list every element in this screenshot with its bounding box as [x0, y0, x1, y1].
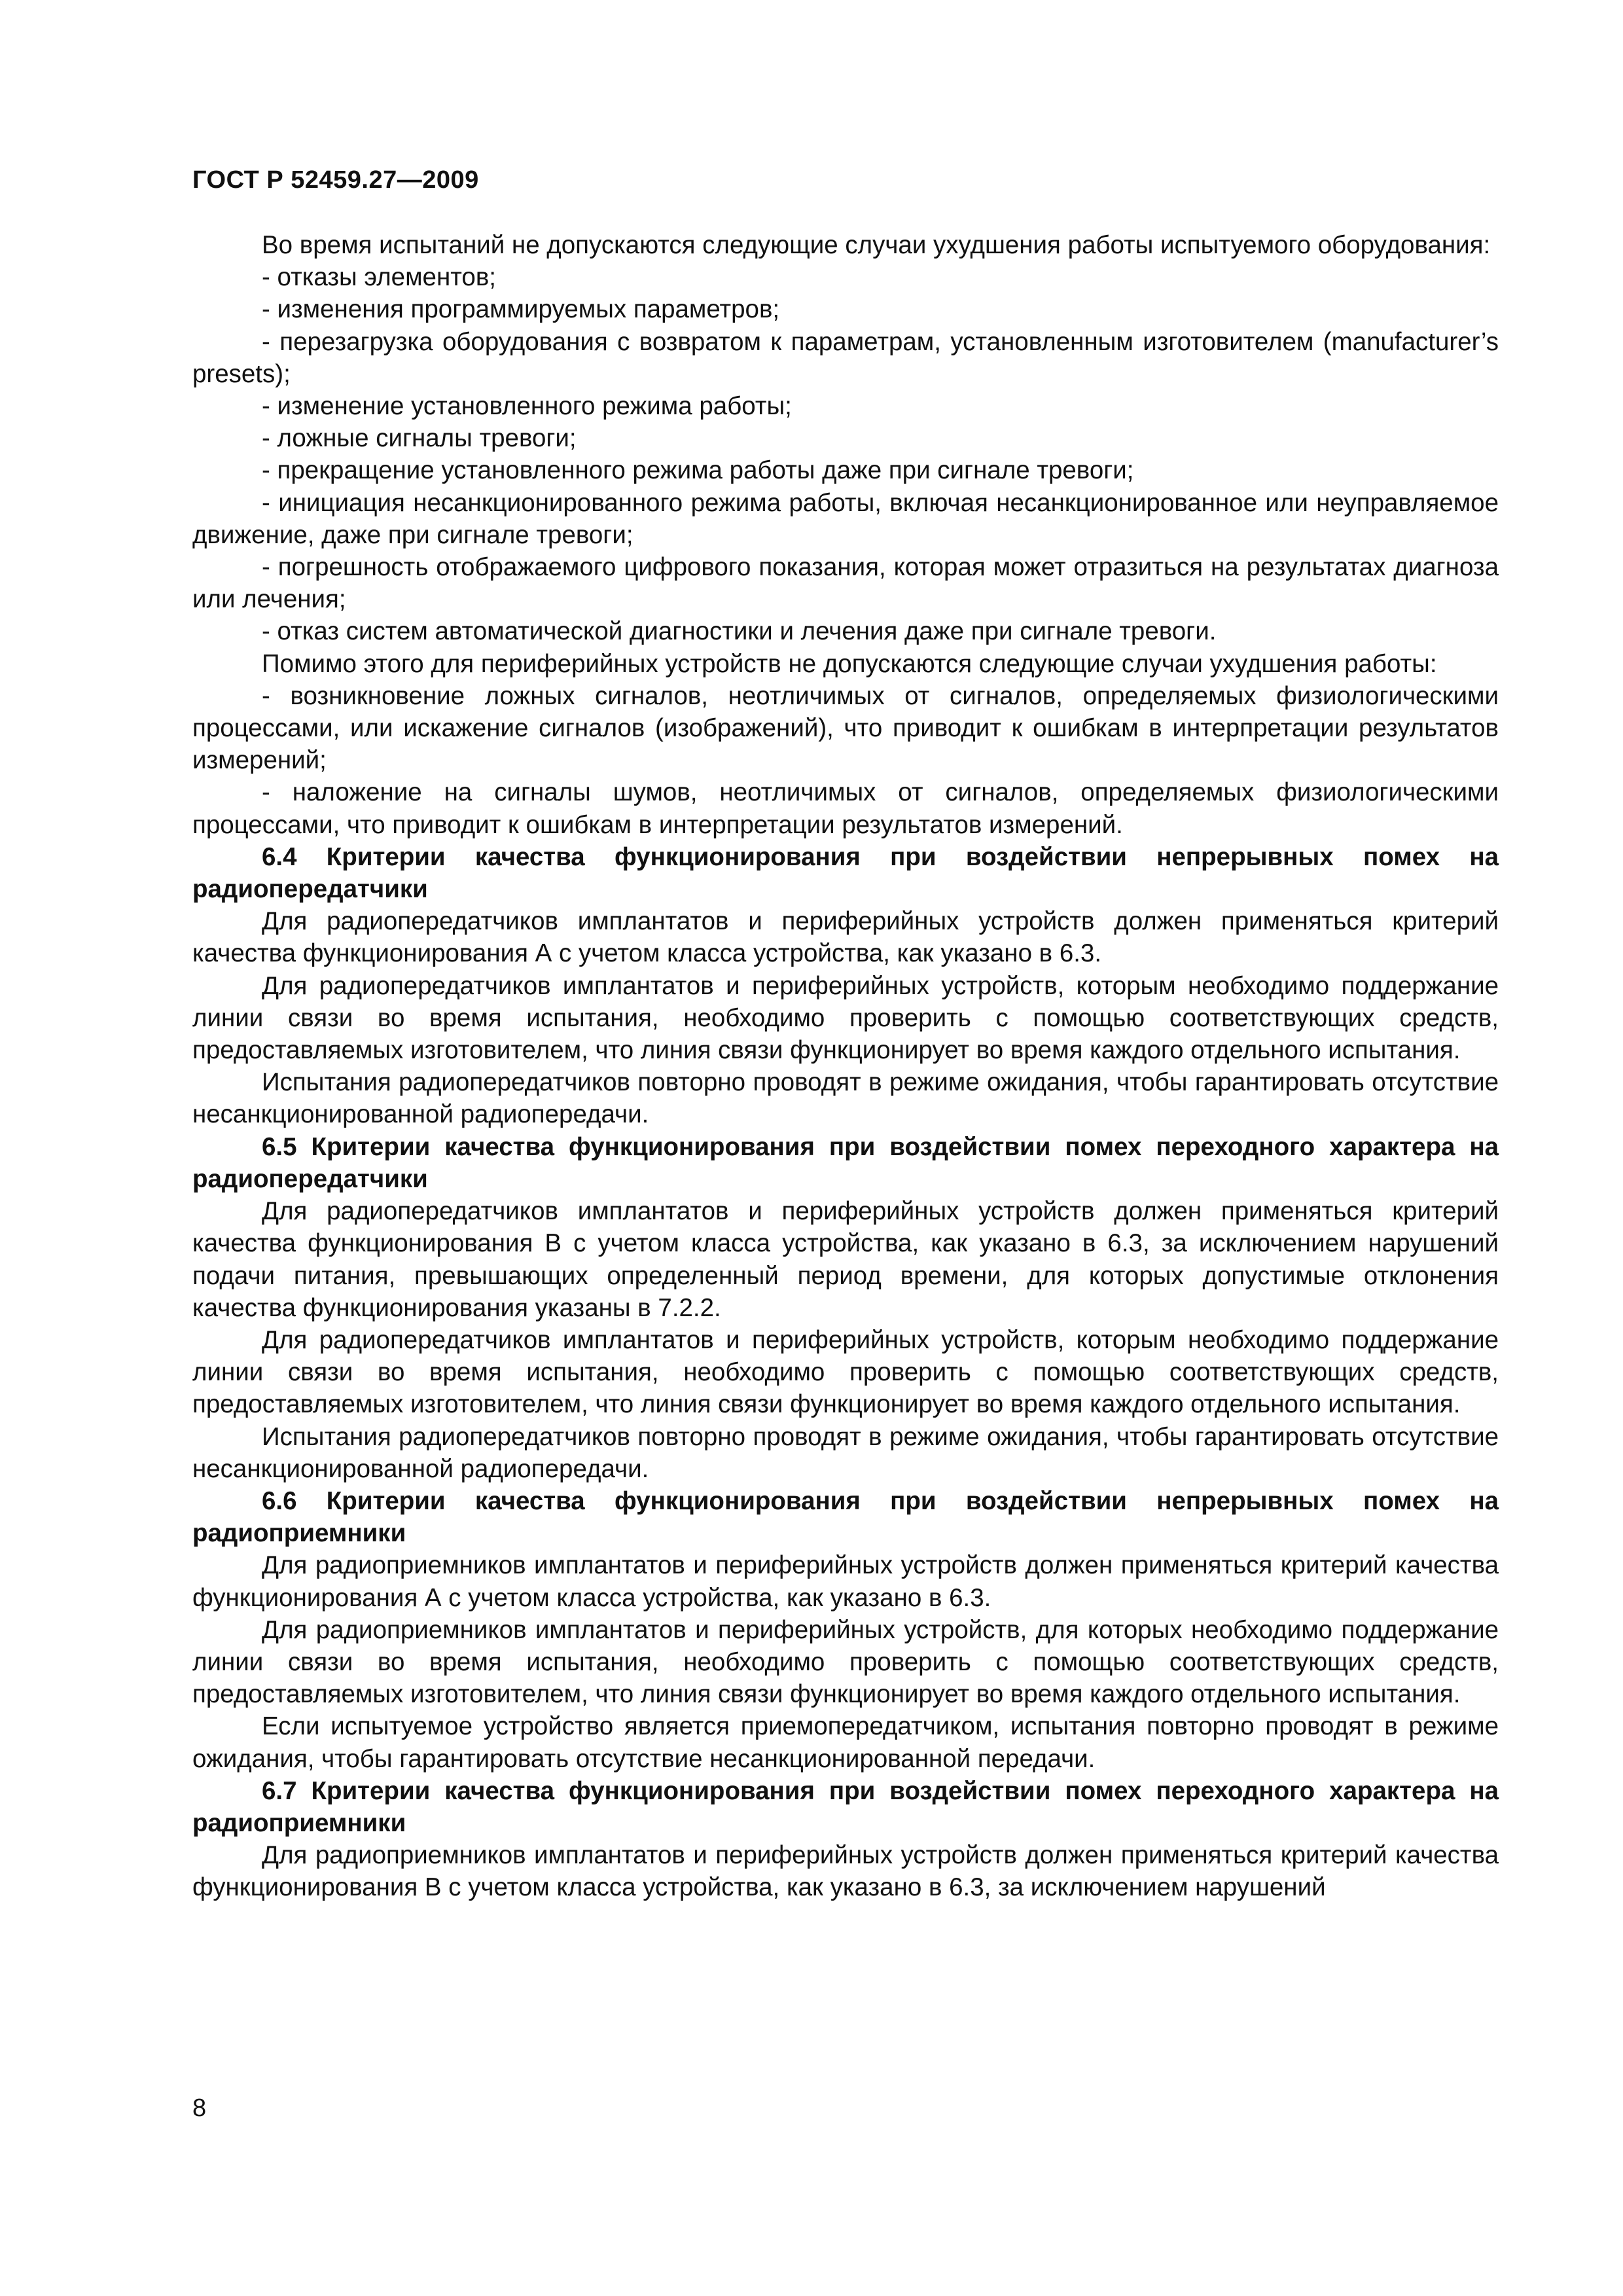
section-heading-6-7: 6.7 Критерии качества функционирования при воздействии помех переходного характера на радиоприемники — [192, 1776, 1499, 1837]
list-item: - отказы элементов; — [262, 263, 496, 292]
paragraph: Для радиопередатчиков имплантатов и периферийных устройств должен применяться критерий качества функционирования В с учетом класса устройства, как указано в 6.3, за исключением нарушений подачи питания, превышающих определенный период времени, для которых допустимые отклонения качества функционирования указаны в 7.2.2. — [192, 1197, 1499, 1322]
section-heading-6-4: 6.4 Критерии качества функционирования при воздействии непрерывных помех на радиопередатчики — [192, 842, 1499, 904]
paragraph: Для радиоприемников имплантатов и периферийных устройств должен применяться критерий качества функционирования В с учетом класса устройства, как указано в 6.3, за исключением нарушений — [192, 1841, 1499, 1902]
paragraph: Для радиопередатчиков имплантатов и периферийных устройств должен применяться критерий качества функционирования А с учетом класса устройства, как указано в 6.3. — [192, 907, 1499, 968]
list-item: - изменение установленного режима работы; — [262, 392, 792, 421]
section-heading-6-5: 6.5 Критерии качества функционирования при воздействии помех переходного характера на радиопередатчики — [192, 1132, 1499, 1193]
list-item: - ложные сигналы тревоги; — [262, 424, 577, 453]
list-item: - возникновение ложных сигналов, неотличимых от сигналов, определяемых физиологическими процессами, или искажение сигналов (изображений), что приводит к ошибкам в интерпретации результатов измерений; — [192, 681, 1499, 775]
paragraph: Помимо этого для периферийных устройств не допускаются следующие случаи ухудшения работы: — [262, 649, 1437, 678]
paragraph: Для радиоприемников имплантатов и периферийных устройств, для которых необходимо поддержание линии связи во время испытания, необходимо проверить с помощью соответствующих средств, предоставляемых изготовителем, что линия связи функционирует во время каждого отдельного испытания. — [192, 1615, 1499, 1709]
list-item: - прекращение установленного режима работы даже при сигнале тревоги; — [262, 456, 1134, 485]
paragraph: Испытания радиопередатчиков повторно проводят в режиме ожидания, чтобы гарантировать отсутствие несанкционированной радиопередачи. — [192, 1422, 1499, 1483]
list-item: - погрешность отображаемого цифрового показания, которая может отразиться на результатах диагноза или лечения; — [192, 553, 1499, 614]
paragraph: Если испытуемое устройство является приемопередатчиком, испытания повторно проводят в режиме ожидания, чтобы гарантировать отсутствие несанкционированной передачи. — [192, 1712, 1499, 1773]
paragraph: Для радиоприемников имплантатов и периферийных устройств должен применяться критерий качества функционирования А с учетом класса устройства, как указано в 6.3. — [192, 1551, 1499, 1612]
list-item: - перезагрузка оборудования с возвратом к параметрам, установленным изготовителем (manufacturer’s presets); — [192, 327, 1499, 388]
document-body — [192, 229, 1499, 1904]
list-item: - наложение на сигналы шумов, неотличимых от сигналов, определяемых физиологическими процессами, что приводит к ошибкам в интерпретации результатов измерений. — [192, 778, 1499, 839]
paragraph: Для радиопередатчиков имплантатов и периферийных устройств, которым необходимо поддержание линии связи во время испытания, необходимо проверить с помощью соответствующих средств, предоставляемых изготовителем, что линия связи функционирует во время каждого отдельного испытания. — [192, 971, 1499, 1065]
document-code-header: ГОСТ Р 52459.27—2009 — [192, 166, 479, 194]
list-item: - изменения программируемых параметров; — [262, 295, 780, 324]
page-number: 8 — [192, 2094, 207, 2122]
paragraph: Испытания радиопередатчиков повторно проводят в режиме ожидания, чтобы гарантировать отсутствие несанкционированной радиопередачи. — [192, 1068, 1499, 1129]
list-item: - отказ систем автоматической диагностики и лечения даже при сигнале тревоги. — [262, 617, 1217, 646]
section-heading-6-6: 6.6 Критерии качества функционирования при воздействии непрерывных помех на радиоприемники — [192, 1486, 1499, 1548]
paragraph: Для радиопередатчиков имплантатов и периферийных устройств, которым необходимо поддержание линии связи во время испытания, необходимо проверить с помощью соответствующих средств, предоставляемых изготовителем, что линия связи функционирует во время каждого отдельного испытания. — [192, 1325, 1499, 1419]
paragraph: Во время испытаний не допускаются следующие случаи ухудшения работы испытуемого оборудования: — [262, 231, 1491, 259]
list-item: - инициация несанкционированного режима работы, включая несанкционированное или неуправляемое движение, даже при сигнале тревоги; — [192, 488, 1499, 549]
